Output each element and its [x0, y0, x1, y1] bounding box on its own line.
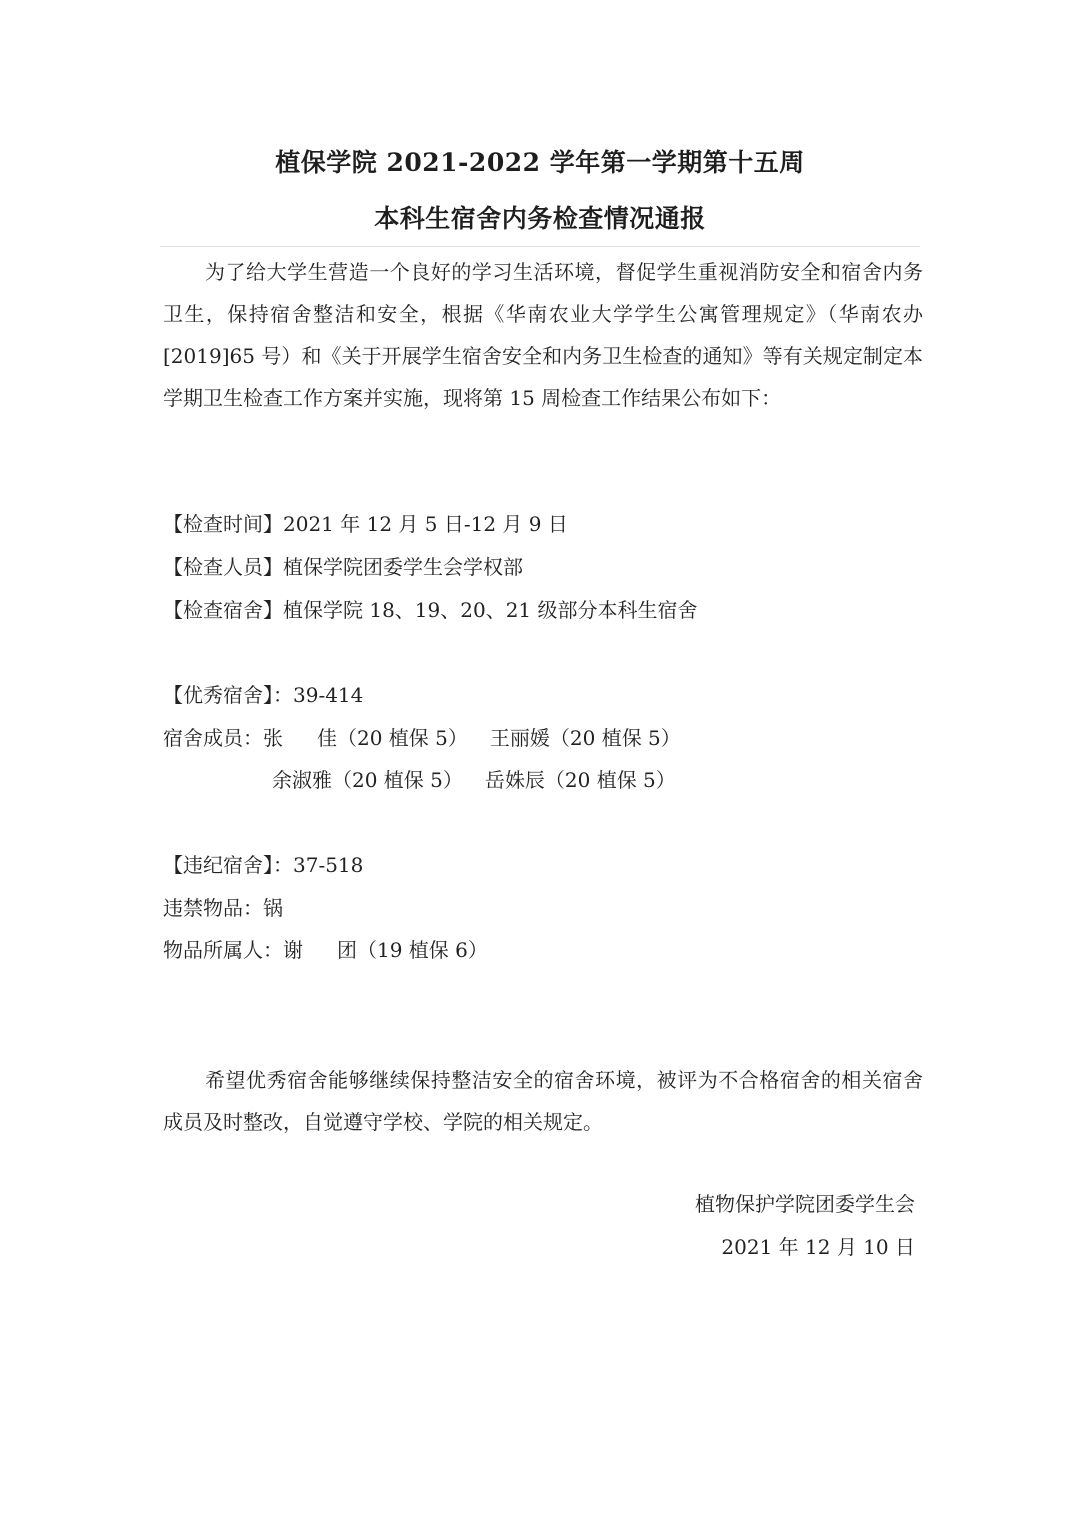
owner-class: （19 植保 6） — [357, 938, 488, 962]
signature-date: 2021 年 12 月 10 日 — [721, 1235, 915, 1259]
prohibited-items-row — [163, 887, 283, 929]
violation-dorm-row — [163, 844, 363, 886]
member-name: 余淑雅 — [272, 768, 332, 792]
member-class: （20 植保 5） — [337, 726, 468, 750]
excellent-members-label: 宿舍成员： — [163, 726, 263, 750]
violation-dorm-value: ：37-518 — [273, 853, 364, 877]
excellent-members-row-2 — [272, 759, 676, 801]
inspection-personnel-row — [163, 546, 523, 588]
item-owner-row — [163, 929, 488, 971]
inspection-personnel-value: 植保学院团委学生会学权部 — [283, 555, 523, 579]
inspection-time-label: 【检查时间】 — [163, 512, 283, 536]
member-class: （20 植保 5） — [332, 768, 463, 792]
document-title-line-2: 本科生宿舍内务检查情况通报 — [374, 204, 706, 233]
inspection-dorms-value: 植保学院 18、19、20、21 级部分本科生宿舍 — [283, 598, 698, 622]
excellent-members-row-1 — [163, 717, 681, 759]
owner-name-part: 团 — [337, 938, 357, 962]
inspection-dorms-row — [163, 589, 698, 631]
inspection-time-value: 2021 年 12 月 5 日-12 月 9 日 — [283, 512, 568, 536]
inspection-time-row — [163, 503, 568, 545]
member-name-part: 佳 — [317, 726, 337, 750]
member-class: （20 植保 5） — [544, 768, 676, 792]
member-class: （20 植保 5） — [549, 726, 681, 750]
owner-name-part: 谢 — [283, 938, 303, 962]
closing-paragraph: 希望优秀宿舍能够继续保持整洁安全的宿舍环境，被评为不合格宿舍的相关宿舍成员及时整改，自觉遵守学校、学院的相关规定。 — [163, 1068, 923, 1134]
intro-paragraph: 为了给大学生营造一个良好的学习生活环境，督促学生重视消防安全和宿舍内务卫生，保持宿舍整洁和安全，根据《华南农业大学学生公寓管理规定》（华南农办[2019]65 号）和《关于开展学生宿舍安全和内务卫生检查的通知》等有关规定制定本学期卫生检查工作方案并实施，现将第 15 周检查工作结果公布如下： — [163, 260, 923, 410]
signature-organization: 植物保护学院团委学生会 — [695, 1192, 915, 1216]
excellent-dorm-label: 【优秀宿舍】 — [163, 683, 273, 707]
member-name: 岳姝辰 — [484, 768, 545, 792]
prohibited-items-label: 违禁物品： — [163, 896, 263, 920]
inspection-dorms-label: 【检查宿舍】 — [163, 598, 283, 622]
member-name-part: 张 — [263, 726, 283, 750]
violation-dorm-label: 【违纪宿舍】 — [163, 853, 273, 877]
member-name: 王丽媛 — [489, 726, 550, 750]
document-title-line-1: 植保学院 2021-2022 学年第一学期第十五周 — [275, 148, 805, 177]
excellent-dorm-row — [163, 674, 363, 716]
prohibited-items-value: 锅 — [263, 896, 283, 920]
inspection-personnel-label: 【检查人员】 — [163, 555, 283, 579]
title-divider — [160, 246, 920, 247]
excellent-dorm-value: ：39-414 — [273, 683, 364, 707]
item-owner-label: 物品所属人： — [163, 938, 283, 962]
